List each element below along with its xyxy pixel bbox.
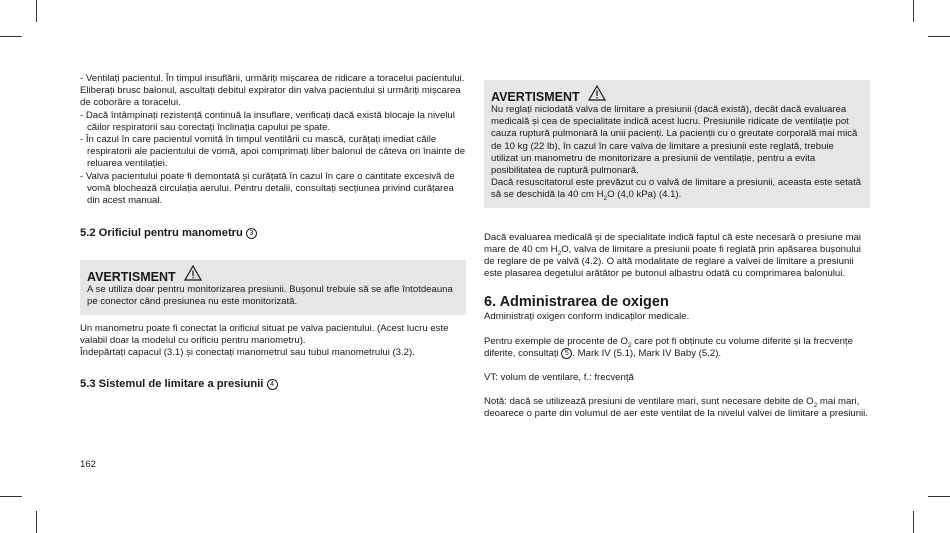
warning-text: A se utiliza doar pentru monitorizarea presiunii. Bușonul trebuie să se afle întotdeauna pe conector când presiunea nu este monitorizată. <box>87 284 453 308</box>
section-5-2-title <box>80 226 466 240</box>
paragraph-oxygen-examples <box>484 336 870 360</box>
text-run: O (4,0 kPa) (4.1). <box>607 189 682 201</box>
paragraph-manometer: Un manometru poate fi conectat la orificiul situat pe valva pacientului. (Acest lucru este valabil doar la modelul cu orificiu pentru manometru). <box>80 322 449 346</box>
warning-text-setting <box>491 177 863 201</box>
section-6-title: 6. Administrarea de oxigen <box>484 294 669 311</box>
paragraph-cap: Îndepărtați capacul (3.1) și conectați manometrul sau tubul manometrului (3.2). <box>80 347 415 359</box>
crop-mark <box>0 496 22 497</box>
warning-title <box>491 85 863 104</box>
crop-mark <box>36 0 37 22</box>
text-run: Notă: dacă se utilizează presiuni de ventilare mari, sunt necesare debite de O <box>484 396 814 408</box>
crop-mark <box>928 496 950 497</box>
subscript: 2 <box>813 402 818 410</box>
warning-box <box>484 80 870 208</box>
paragraph-oxygen-intro: Administrați oxigen conform indicaților medicale. <box>484 311 690 323</box>
crop-mark <box>913 0 914 22</box>
paragraph-legend: VT: volum de ventilare, f.: frecvență <box>484 372 634 384</box>
section-5-3-title <box>80 377 466 391</box>
page-number: 162 <box>80 459 97 470</box>
crop-mark <box>913 511 914 533</box>
bullet-ventilate: - Ventilați pacientul. În timpul insuflării, urmăriți mișcarea de ridicare a toracelui pacientului. <box>80 73 465 84</box>
paragraph-release: Eliberați brusc balonul, ascultați debitul expirator din valva pacientului și urmăriți mișcarea de coborâre a toracelui. <box>80 85 461 109</box>
subscript: 2 <box>557 249 562 257</box>
text-run: Dacă evaluarea medicală și de specialitate indică faptul că este necesară o presiune mai mare de 40 cm H <box>484 231 862 255</box>
warning-title <box>87 265 459 284</box>
text-run: care pot fi obținute cu volume diferite și la frecvențe diferite, consultați <box>484 335 853 359</box>
subscript: 2 <box>628 341 632 349</box>
crop-mark <box>928 36 950 37</box>
warning-triangle-icon <box>588 85 606 104</box>
crop-mark <box>36 511 37 533</box>
section-5-3-title-text: 5.3 Sistemul de limitare a presiunii <box>80 378 264 391</box>
paragraph-note <box>484 396 870 420</box>
figure-ref-circle: 3 <box>246 228 257 239</box>
bullet-vomit: - În cazul în care pacientul vomită în timpul ventilării cu mască, curățați imediat căile respiratorii ale pacientului de vomă, apoi comprimați liber balonul de câteva ori înainte de reluarea ventilației. <box>80 134 466 170</box>
warning-title-text: AVERTISMENT <box>87 270 176 285</box>
section-5-2-title-text: 5.2 Orificiul pentru manometru <box>80 227 243 240</box>
text-run: O, valva de limitare a presiunii poate fi reglată prin apăsarea bușonului de reglare de pe valvă (4.2). O altă modalitate de reglare a valvei de limitare a presiunii este plasarea degetului arătător pe butonul albastru odată cu comprimarea balonului. <box>484 243 861 280</box>
warning-box <box>80 260 466 314</box>
text-run: Dacă resuscitatorul este prevăzut cu o valvă de limitare a presiunii, aceasta este setată să se deschidă la 40 cm H <box>491 177 862 201</box>
text-run: Pentru exemple de procente de O <box>484 335 628 347</box>
text-run: . Mark IV (5.1), Mark IV Baby (5.2). <box>572 347 722 359</box>
paragraph-pressure-adjust <box>484 232 870 281</box>
warning-text: Nu reglați niciodată valva de limitare a presiunii (dacă există), decât dacă evaluarea medicală și cea de specialitate indică acest lucru. Presiunile ridicate de ventilație pot cauza ruptură pulmonară la unii pacienți. La pacienții cu o greutate corporală mai mică de 10 kg (22 lb), în cazul în care valva de limitare a presiunii este reglată, trebuie utilizat un manometru de monitorizare a presiunii de ventilație, pentru a evita posibilitatea de ruptură pulmonară. <box>491 104 858 177</box>
warning-triangle-icon <box>184 265 202 284</box>
text-run: mai mari, deoarece o parte din volumul de aer este ventilat de la nivelul valvei de limitare a presiunii. <box>484 396 868 420</box>
left-column <box>80 73 466 391</box>
figure-ref-circle: 5 <box>561 348 572 359</box>
subscript: 2 <box>603 195 608 203</box>
bullet-valve-clean: - Valva pacientului poate fi demontată și curățată în cazul în care o cantitate excesivă de vomă blochează circulația aerului. Pentru detalii, consultați secțiunea privind curățarea din acest manual. <box>80 170 455 207</box>
figure-ref-circle: 4 <box>267 379 278 390</box>
bullet-resistance: - Dacă întâmpinați rezistență continuă la insuflare, verificați dacă există blocaje la nivelul căilor respiratorii sau corectați înclinația capului pe spate. <box>80 109 455 133</box>
right-column <box>484 80 870 421</box>
crop-mark <box>0 36 22 37</box>
warning-title-text: AVERTISMENT <box>491 90 580 104</box>
